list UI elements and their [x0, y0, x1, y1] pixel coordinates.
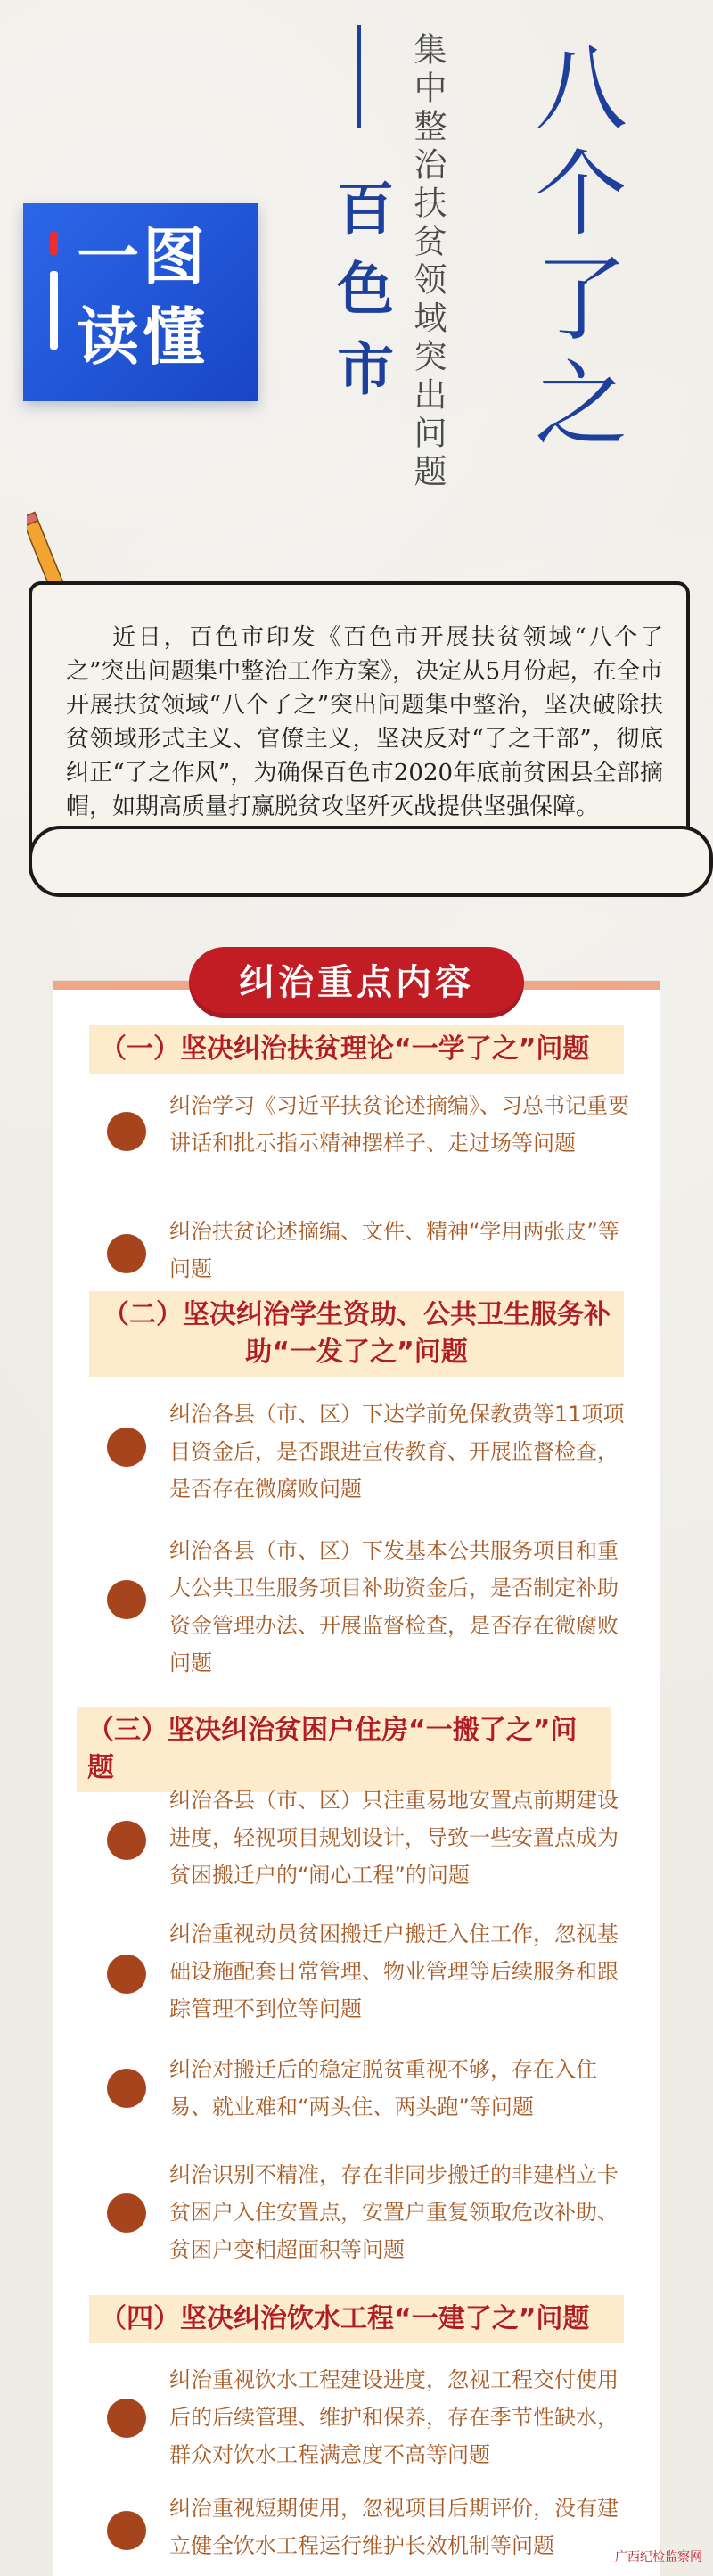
city-vertical: 百色市: [327, 178, 394, 419]
item-text: 纠治学习《习近平扶贫论述摘编》、习总书记重要讲话和批示指示精神摆样子、走过场等问题: [169, 1093, 629, 1156]
badge-line2: 读懂: [77, 300, 209, 374]
bullet-dot: [107, 1234, 146, 1273]
bullet-dot: [107, 2399, 146, 2438]
group-2-item-2: [107, 1532, 642, 1675]
bullet-dot: [107, 2511, 146, 2550]
item-text: 纠治重视饮水工程建设进度，忽视工程交付使用后的后续管理、维护和保养，存在季节性缺水，群众对饮水工程满意度不高等问题: [169, 2367, 619, 2467]
bullet-dot: [107, 1428, 146, 1467]
watermark-logo: 广西纪检监察网: [615, 2550, 702, 2564]
item-text: 纠治对搬迁后的稳定脱贫重视不够，存在入住易、就业难和“两头住、两头跑”等问题: [169, 2057, 597, 2119]
group-1-title: （一）坚决纠治扶贫理论“一学了之”问题: [89, 1025, 624, 1074]
group-3-title: （三）坚决纠治贫困户住房“一搬了之”问题: [77, 1707, 611, 1792]
badge-yitu-dudong: [23, 203, 258, 401]
item-text: 纠治识别不精准，存在非同步搬迁的非建档立卡贫困户入住安置点，安置户重复领取危改补助、贫困户变相超面积等问题: [169, 2162, 619, 2262]
subtitle-vertical: 集中整治扶贫领域突出问题: [408, 32, 447, 492]
group-2-item-1: [107, 1395, 642, 1502]
group-4-item-1: [107, 2361, 642, 2467]
group-3-item-3: [107, 2051, 642, 2119]
bullet-dot: [107, 1112, 146, 1151]
item-text: 纠治各县（市、区）下发基本公共服务项目和重大公共卫生服务项目补助资金后，是否制定补助资金管理办法、开展监督检查，是否存在微腐败问题: [169, 1538, 619, 1675]
item-text: 纠治各县（市、区）下达学前免保教费等11项项目资金后，是否跟进宣传教育、开展监督检查，是否存在微腐败问题: [169, 1402, 625, 1502]
bullet-dot: [107, 1955, 146, 1994]
item-text: 纠治扶贫论述摘编、文件、精神“学用两张皮”等问题: [169, 1219, 619, 1281]
bullet-dot: [107, 1821, 146, 1860]
item-text: 纠治重视动员贫困搬迁户搬迁入住工作，忽视基础设施配套日常管理、物业管理等后续服务和跟踪管理不到位等问题: [169, 1922, 619, 2021]
bullet-dot: [107, 2193, 146, 2233]
title-divider: [356, 25, 361, 128]
item-text: 纠治重视短期使用，忽视项目后期评价，没有建立健全饮水工程运行维护长效机制等问题: [169, 2496, 619, 2558]
bullet-dot: [107, 1580, 146, 1619]
group-4-title: （四）坚决纠治饮水工程“一建了之”问题: [89, 2295, 624, 2343]
badge-line1: 一图: [77, 220, 209, 293]
group-1-item-2: [107, 1213, 642, 1281]
group-3-item-2: [107, 1915, 642, 2021]
header: [0, 0, 713, 571]
intro-scroll: [29, 581, 690, 865]
section-pill: 纠治重点内容: [189, 947, 524, 1018]
badge-red-bar: [50, 232, 58, 255]
scroll-curl: [29, 826, 713, 897]
item-text: 纠治各县（市、区）只注重易地安置点前期建设进度，轻视项目规划设计，导致一些安置点成为贫困搬迁户的“闹心工程”的问题: [169, 1788, 619, 1888]
intro-text: 近日，百色市印发《百色市开展扶贫领域“八个了之”突出问题集中整治工作方案》，决定从5月份起，在全市开展扶贫领域“八个了之”突出问题集中整治，坚决破除扶贫领域形式主义、官僚主义，坚决反对“了之干部”，彻底纠正“了之作风”，为确保百色市2020年底前贫困县全部摘帽，如期高质量打赢脱贫攻坚歼灭战提供坚强保障。: [66, 624, 663, 820]
title-vertical: 八个了之: [519, 39, 627, 460]
group-2-title: （二）坚决纠治学生资助、公共卫生服务补助“一发了之”问题: [89, 1291, 624, 1377]
badge-white-bar: [50, 271, 58, 350]
group-1-item-1: [107, 1083, 642, 1156]
group-3-item-4: [107, 2156, 642, 2262]
bullet-dot: [107, 2069, 146, 2108]
